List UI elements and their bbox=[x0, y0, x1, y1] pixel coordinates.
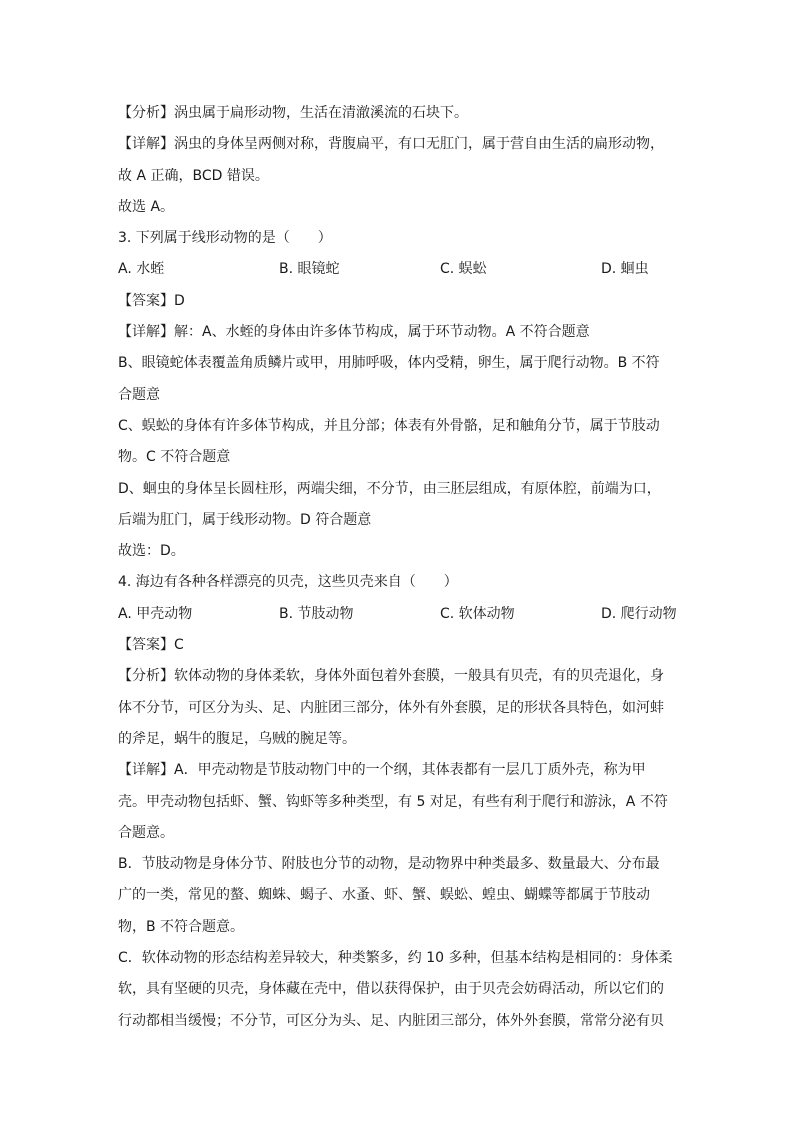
text-line: 后端为肛门，属于线形动物。D 符合题意 bbox=[118, 511, 372, 528]
text-line: B、眼镜蛇体表覆盖角质鳞片或甲，用肺呼吸，体内受精，卵生，属于爬行动物。B 不符 bbox=[118, 355, 660, 372]
option-b: B. 眼镜蛇 bbox=[279, 261, 340, 278]
text-line: 故 A 正确，BCD 错误。 bbox=[118, 167, 269, 184]
text-line: 物。C 不符合题意 bbox=[118, 449, 231, 466]
text-line: 【详解】涡虫的身体呈两侧对称，背腹扁平，有口无肛门，属于营自由生活的扁形动物， bbox=[118, 136, 664, 153]
option-c: C. 软体动物 bbox=[440, 605, 515, 622]
text-line: 软，具有坚硬的贝壳，身体藏在壳中，借以获得保护，由于贝壳会妨碍活动，所以它们的 bbox=[118, 981, 664, 998]
text-line: 物，B 不符合题意。 bbox=[118, 918, 245, 935]
text-line: 体不分节，可区分为头、足、内脏团三部分，体外有外套膜，足的形状各具特色，如河蚌 bbox=[118, 699, 664, 716]
text-line: 【分析】涡虫属于扁形动物，生活在清澈溪流的石块下。 bbox=[118, 105, 468, 121]
text-line: B．节肢动物是身体分节、附肢也分节的动物，是动物界中种类最多、数量最大、分布最 bbox=[118, 856, 660, 873]
option-d: D. 蛔虫 bbox=[601, 261, 649, 278]
question-3-options bbox=[118, 254, 678, 285]
document-body bbox=[118, 98, 678, 1037]
text-line: 合题意。 bbox=[118, 824, 174, 841]
text-line: 【详解】解：A、水蛭的身体由许多体节构成，属于环节动物。A 不符合题意 bbox=[118, 324, 590, 341]
option-c: C. 蜈蚣 bbox=[440, 261, 487, 278]
option-a: A. 甲壳动物 bbox=[118, 605, 193, 622]
text-line: 合题意 bbox=[118, 386, 160, 403]
option-d: D. 爬行动物 bbox=[601, 605, 677, 622]
answer-line: 【答案】D bbox=[118, 292, 185, 309]
answer-line: 【答案】C bbox=[118, 637, 184, 654]
text-line: 故选：D。 bbox=[118, 543, 185, 560]
question-3-stem: 3. 下列属于线形动物的是（ ） bbox=[118, 230, 332, 247]
text-line: D、蛔虫的身体呈长圆柱形，两端尖细，不分节，由三胚层组成，有原体腔，前端为口， bbox=[118, 480, 661, 497]
text-line: C、蜈蚣的身体有许多体节构成，并且分部；体表有外骨骼，足和触角分节，属于节肢动 bbox=[118, 417, 660, 434]
text-line: C．软体动物的形态结构差异较大，种类繁多，约 10 多种，但基本结构是相同的：身体柔 bbox=[118, 950, 673, 967]
option-a: A. 水蛭 bbox=[118, 261, 165, 278]
question-4-options bbox=[118, 599, 678, 630]
question-4-stem: 4. 海边有各种各样漂亮的贝壳，这些贝壳来自（ ） bbox=[118, 574, 458, 591]
text-line: 【详解】A．甲壳动物是节肢动物门中的一个纲，其体表都有一层几丁质外壳，称为甲 bbox=[118, 762, 646, 779]
text-line: 广的一类，常见的螯、蜘蛛、蝎子、水蚤、虾、蟹、蜈蚣、蝗虫、蝴蝶等都属于节肢动 bbox=[118, 887, 650, 904]
text-line: 壳。甲壳动物包括虾、蟹、钩虾等多种类型，有 5 对足，有些有利于爬行和游泳，A 不符 bbox=[118, 793, 668, 810]
option-b: B. 节肢动物 bbox=[279, 605, 354, 622]
text-line: 行动都相当缓慢；不分节，可区分为头、足、内脏团三部分，体外外套膜，常常分泌有贝 bbox=[118, 1012, 664, 1029]
text-line: 的斧足，蜗牛的腹足，乌贼的腕足等。 bbox=[118, 730, 356, 747]
text-line: 【分析】软体动物的身体柔软，身体外面包着外套膜，一般具有贝壳，有的贝壳退化，身 bbox=[118, 668, 664, 685]
text-line: 故选 A。 bbox=[118, 198, 175, 215]
